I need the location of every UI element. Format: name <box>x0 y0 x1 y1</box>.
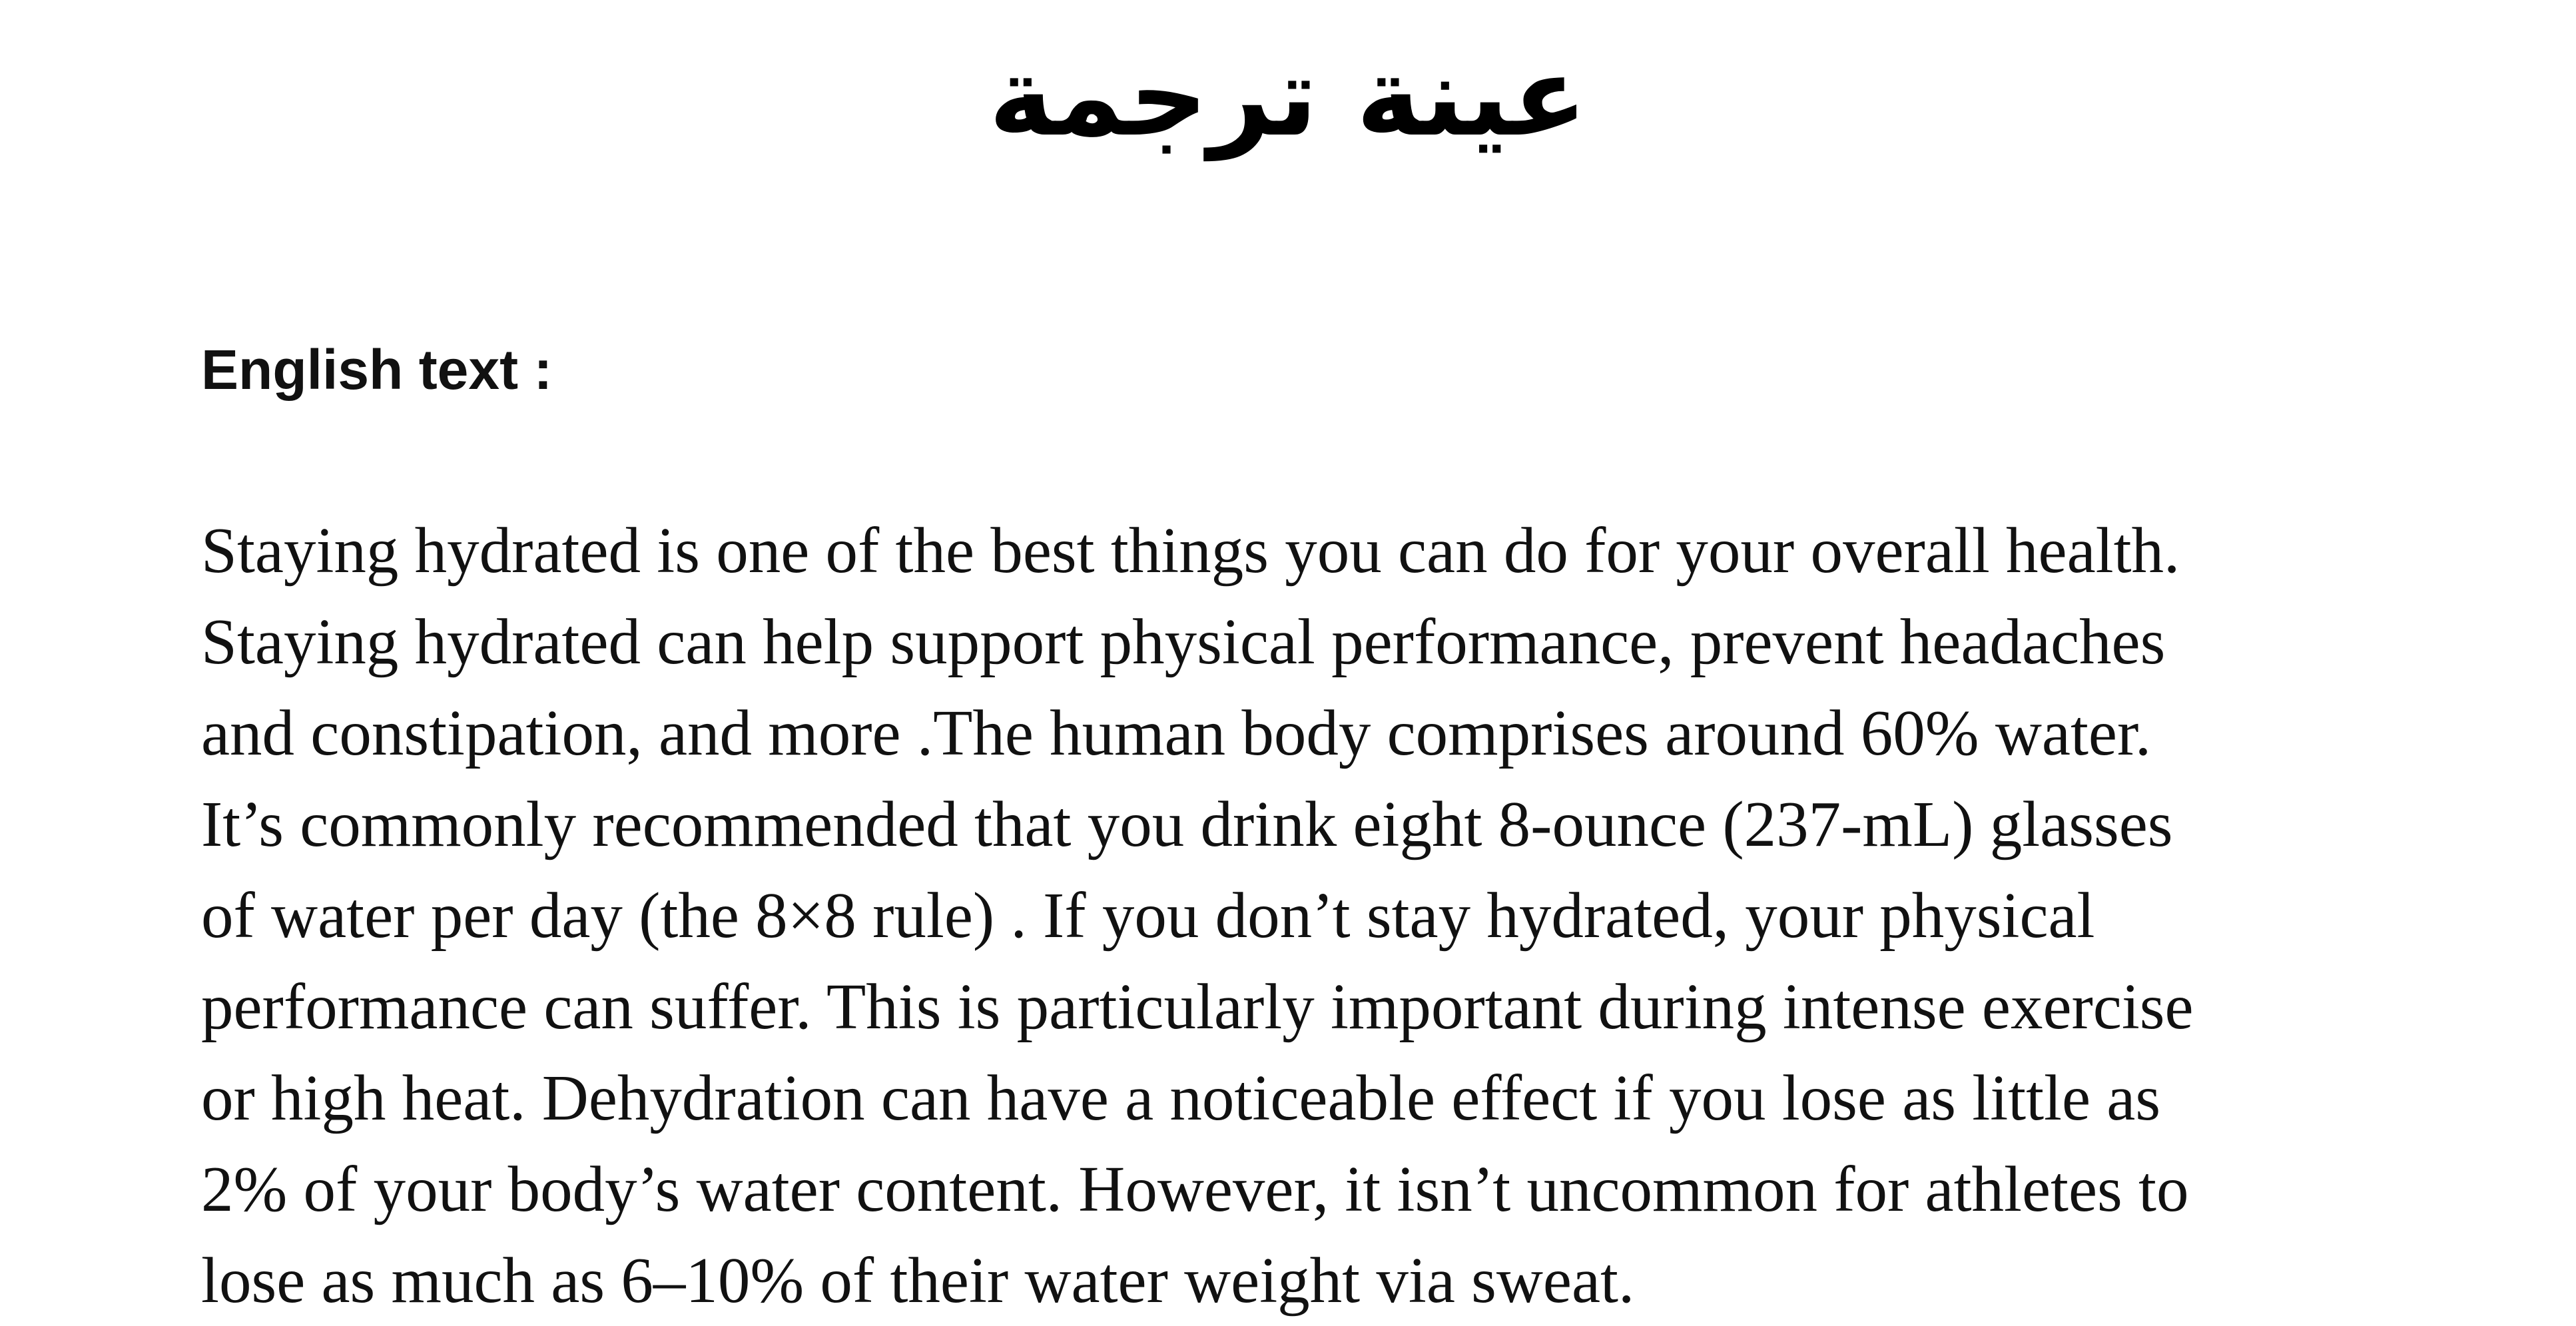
paragraph-line: Staying hydrated is one of the best things you can do for your overall health. <box>201 515 2180 586</box>
paragraph-line: Staying hydrated can help support physical performance, prevent headaches <box>201 606 2166 677</box>
paragraph-line: of water per day (the 8×8 rule) . If you don’t stay hydrated, your physical <box>201 880 2095 951</box>
paragraph-line: performance can suffer. This is particularly important during intense exercise <box>201 971 2194 1042</box>
section-label: English text : <box>201 338 553 401</box>
document-title: عينة ترجمة <box>988 33 1588 161</box>
body-paragraph <box>201 505 2399 1326</box>
paragraph-line: or high heat. Dehydration can have a noticeable effect if you lose as little as <box>201 1062 2161 1134</box>
paragraph-line: lose as much as 6–10% of their water weight via sweat. <box>201 1245 1635 1316</box>
paragraph-line: and constipation, and more .The human body comprises around 60% water. <box>201 697 2152 769</box>
paragraph-line: 2% of your body’s water content. However, it isn’t uncommon for athletes to <box>201 1154 2189 1225</box>
paragraph-line: It’s commonly recommended that you drink eight 8-ounce (237-mL) glasses <box>201 789 2173 860</box>
